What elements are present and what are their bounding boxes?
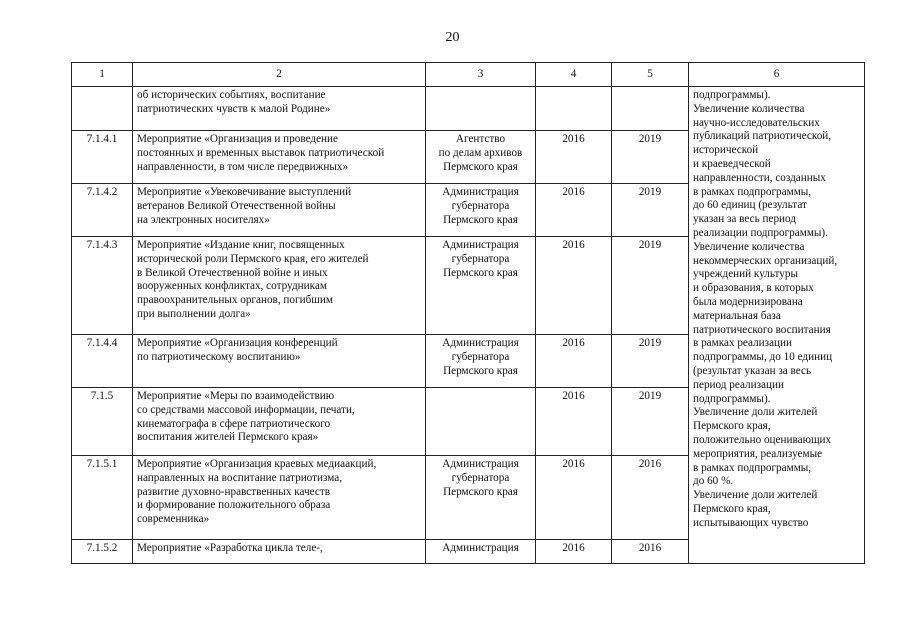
result-line: указан за весь период: [693, 213, 796, 226]
description-line: правоохранительных органов, погибшим: [137, 294, 333, 307]
result-line: Увеличение количества: [693, 102, 805, 115]
row-end-year: 2019: [612, 335, 689, 388]
result-line: реализации подпрограммы).: [693, 226, 828, 239]
row-description: [133, 388, 426, 456]
row-organization: [426, 237, 536, 335]
result-line: направленности, созданных: [693, 171, 826, 184]
program-table: [71, 62, 865, 564]
description-line: Мероприятие «Организация и проведение: [137, 133, 338, 145]
description-line: Мероприятие «Организация краевых медиаакций,: [137, 458, 377, 470]
row-organization: [426, 540, 536, 564]
organization-line: Агентство: [455, 133, 506, 145]
result-line: учреждений культуры: [693, 268, 799, 281]
organization-line: Пермского края: [443, 266, 518, 279]
result-line: материальная база: [693, 309, 781, 322]
result-line: Увеличение доли жителей: [693, 406, 818, 419]
row-end-year: 2019: [612, 184, 689, 237]
row-organization: [426, 87, 536, 131]
header-col-6: 6: [689, 63, 865, 87]
row-start-year: [536, 87, 612, 131]
description-line: патриотических чувств к малой Родине»: [137, 102, 331, 115]
description-line: Мероприятие «Организация конференций: [137, 337, 338, 349]
result-line: до 60 %.: [693, 475, 734, 488]
result-line: положительно оценивающих: [693, 433, 832, 446]
description-line: по патриотическому воспитанию»: [137, 350, 301, 363]
row-start-year: 2016: [536, 184, 612, 237]
description-line: направленности, в том числе передвижных»: [137, 160, 349, 173]
row-description: [133, 456, 426, 540]
row-number: 7.1.5.2: [72, 540, 133, 564]
row-number: 7.1.4.1: [72, 131, 133, 184]
result-line: Пермского края,: [693, 420, 771, 433]
result-line: подпрограммы, до 10 единиц: [693, 351, 833, 364]
description-line: и формирование положительного образа: [137, 499, 331, 512]
row-end-year: 2016: [612, 540, 689, 564]
description-line: Мероприятие «Меры по взаимодействию: [137, 390, 335, 402]
row-number: 7.1.4.4: [72, 335, 133, 388]
result-line: до 60 единиц (результат: [693, 199, 807, 212]
row-end-year: 2019: [612, 131, 689, 184]
page-number: 20: [445, 30, 460, 45]
organization-line: губернатора: [451, 350, 510, 363]
row-description: [133, 237, 426, 335]
row-number: 7.1.4.2: [72, 184, 133, 237]
result-line: мероприятия, реализуемые: [693, 447, 823, 460]
row-number: 7.1.5.1: [72, 456, 133, 540]
row-number: [72, 87, 133, 131]
row-end-year: 2016: [612, 456, 689, 540]
row-description: [133, 184, 426, 237]
row-description: [133, 335, 426, 388]
result-line: и краеведческой: [693, 157, 771, 170]
result-line: подпрограммы).: [693, 392, 771, 405]
row-end-year: [612, 87, 689, 131]
organization-line: Администрация: [442, 239, 519, 251]
header-col-2: 2: [133, 63, 426, 87]
result-line: Увеличение количества: [693, 240, 805, 253]
result-line: исторической: [693, 144, 759, 157]
organization-line: губернатора: [451, 199, 510, 212]
result-line: (результат указан за весь: [693, 364, 812, 377]
result-line: и образования, в которых: [693, 282, 814, 295]
results-cell: [689, 87, 865, 564]
result-line: некоммерческих организаций,: [693, 254, 838, 267]
description-line: воспитания жителей Пермского края»: [137, 431, 319, 444]
result-line: подпрограммы).: [693, 89, 771, 101]
description-line: Мероприятие «Издание книг, посвященных: [137, 239, 345, 251]
row-organization: [426, 388, 536, 456]
row-start-year: 2016: [536, 131, 612, 184]
description-line: на электронных носителях»: [137, 213, 270, 226]
organization-line: губернатора: [451, 471, 510, 484]
description-line: со средствами массовой информации, печати,: [137, 403, 355, 416]
row-start-year: 2016: [536, 237, 612, 335]
row-description: [133, 131, 426, 184]
description-line: вооруженных конфликтах, сотрудникам: [137, 280, 327, 293]
row-end-year: 2019: [612, 237, 689, 335]
row-description: [133, 87, 426, 131]
row-organization: [426, 131, 536, 184]
organization-line: Администрация: [442, 186, 519, 198]
result-line: публикаций патриотической,: [693, 130, 832, 143]
result-line: период реализации: [693, 378, 784, 391]
description-line: об исторических событиях, воспитание: [137, 89, 326, 101]
result-line: была модернизирована: [693, 295, 803, 308]
result-line: патриотического воспитания: [693, 323, 831, 336]
row-start-year: 2016: [536, 335, 612, 388]
header-col-4: 4: [536, 63, 612, 87]
result-line: в рамках подпрограммы,: [693, 185, 812, 198]
description-line: Мероприятие «Разработка цикла теле-,: [137, 542, 323, 554]
description-line: постоянных и временных выставок патриотической: [137, 146, 385, 159]
result-line: в рамках подпрограммы,: [693, 461, 812, 474]
result-line: научно-исследовательских: [693, 116, 820, 129]
organization-line: Пермского края: [443, 364, 518, 377]
row-number: 7.1.5: [72, 388, 133, 456]
organization-line: Администрация: [442, 458, 519, 470]
row-start-year: 2016: [536, 456, 612, 540]
row-number: 7.1.4.3: [72, 237, 133, 335]
organization-line: Администрация: [442, 337, 519, 349]
description-line: в Великой Отечественной войне и иных: [137, 266, 328, 279]
table-row: [72, 87, 865, 131]
organization-line: Пермского края: [443, 160, 518, 173]
row-start-year: 2016: [536, 388, 612, 456]
header-col-3: 3: [426, 63, 536, 87]
header-col-5: 5: [612, 63, 689, 87]
description-line: современника»: [137, 513, 210, 526]
description-line: направленных на воспитание патриотизма,: [137, 471, 343, 484]
description-line: исторической роли Пермского края, его жителей: [137, 252, 369, 265]
header-row: [72, 63, 865, 87]
organization-line: по делам архивов: [438, 146, 523, 159]
row-organization: [426, 456, 536, 540]
row-description: [133, 540, 426, 564]
header-col-1: 1: [72, 63, 133, 87]
result-line: Увеличение доли жителей: [693, 489, 818, 502]
description-line: Мероприятие «Увековечивание выступлений: [137, 186, 352, 198]
row-end-year: 2019: [612, 388, 689, 456]
row-start-year: 2016: [536, 540, 612, 564]
result-line: Пермского края,: [693, 502, 771, 515]
description-line: развитие духовно-нравственных качеств: [137, 485, 330, 498]
description-line: при выполнении долга»: [137, 307, 251, 320]
organization-line: Пермского края: [443, 213, 518, 226]
row-organization: [426, 335, 536, 388]
result-line: испытывающих чувство: [693, 516, 809, 529]
description-line: ветеранов Великой Отечественной войны: [137, 199, 336, 212]
organization-line: губернатора: [451, 252, 510, 265]
organization-line: Пермского края: [443, 485, 518, 498]
description-line: кинематографа в сфере патриотического: [137, 417, 331, 430]
result-line: в рамках реализации: [693, 337, 793, 350]
organization-line: Администрация: [442, 542, 519, 554]
row-organization: [426, 184, 536, 237]
